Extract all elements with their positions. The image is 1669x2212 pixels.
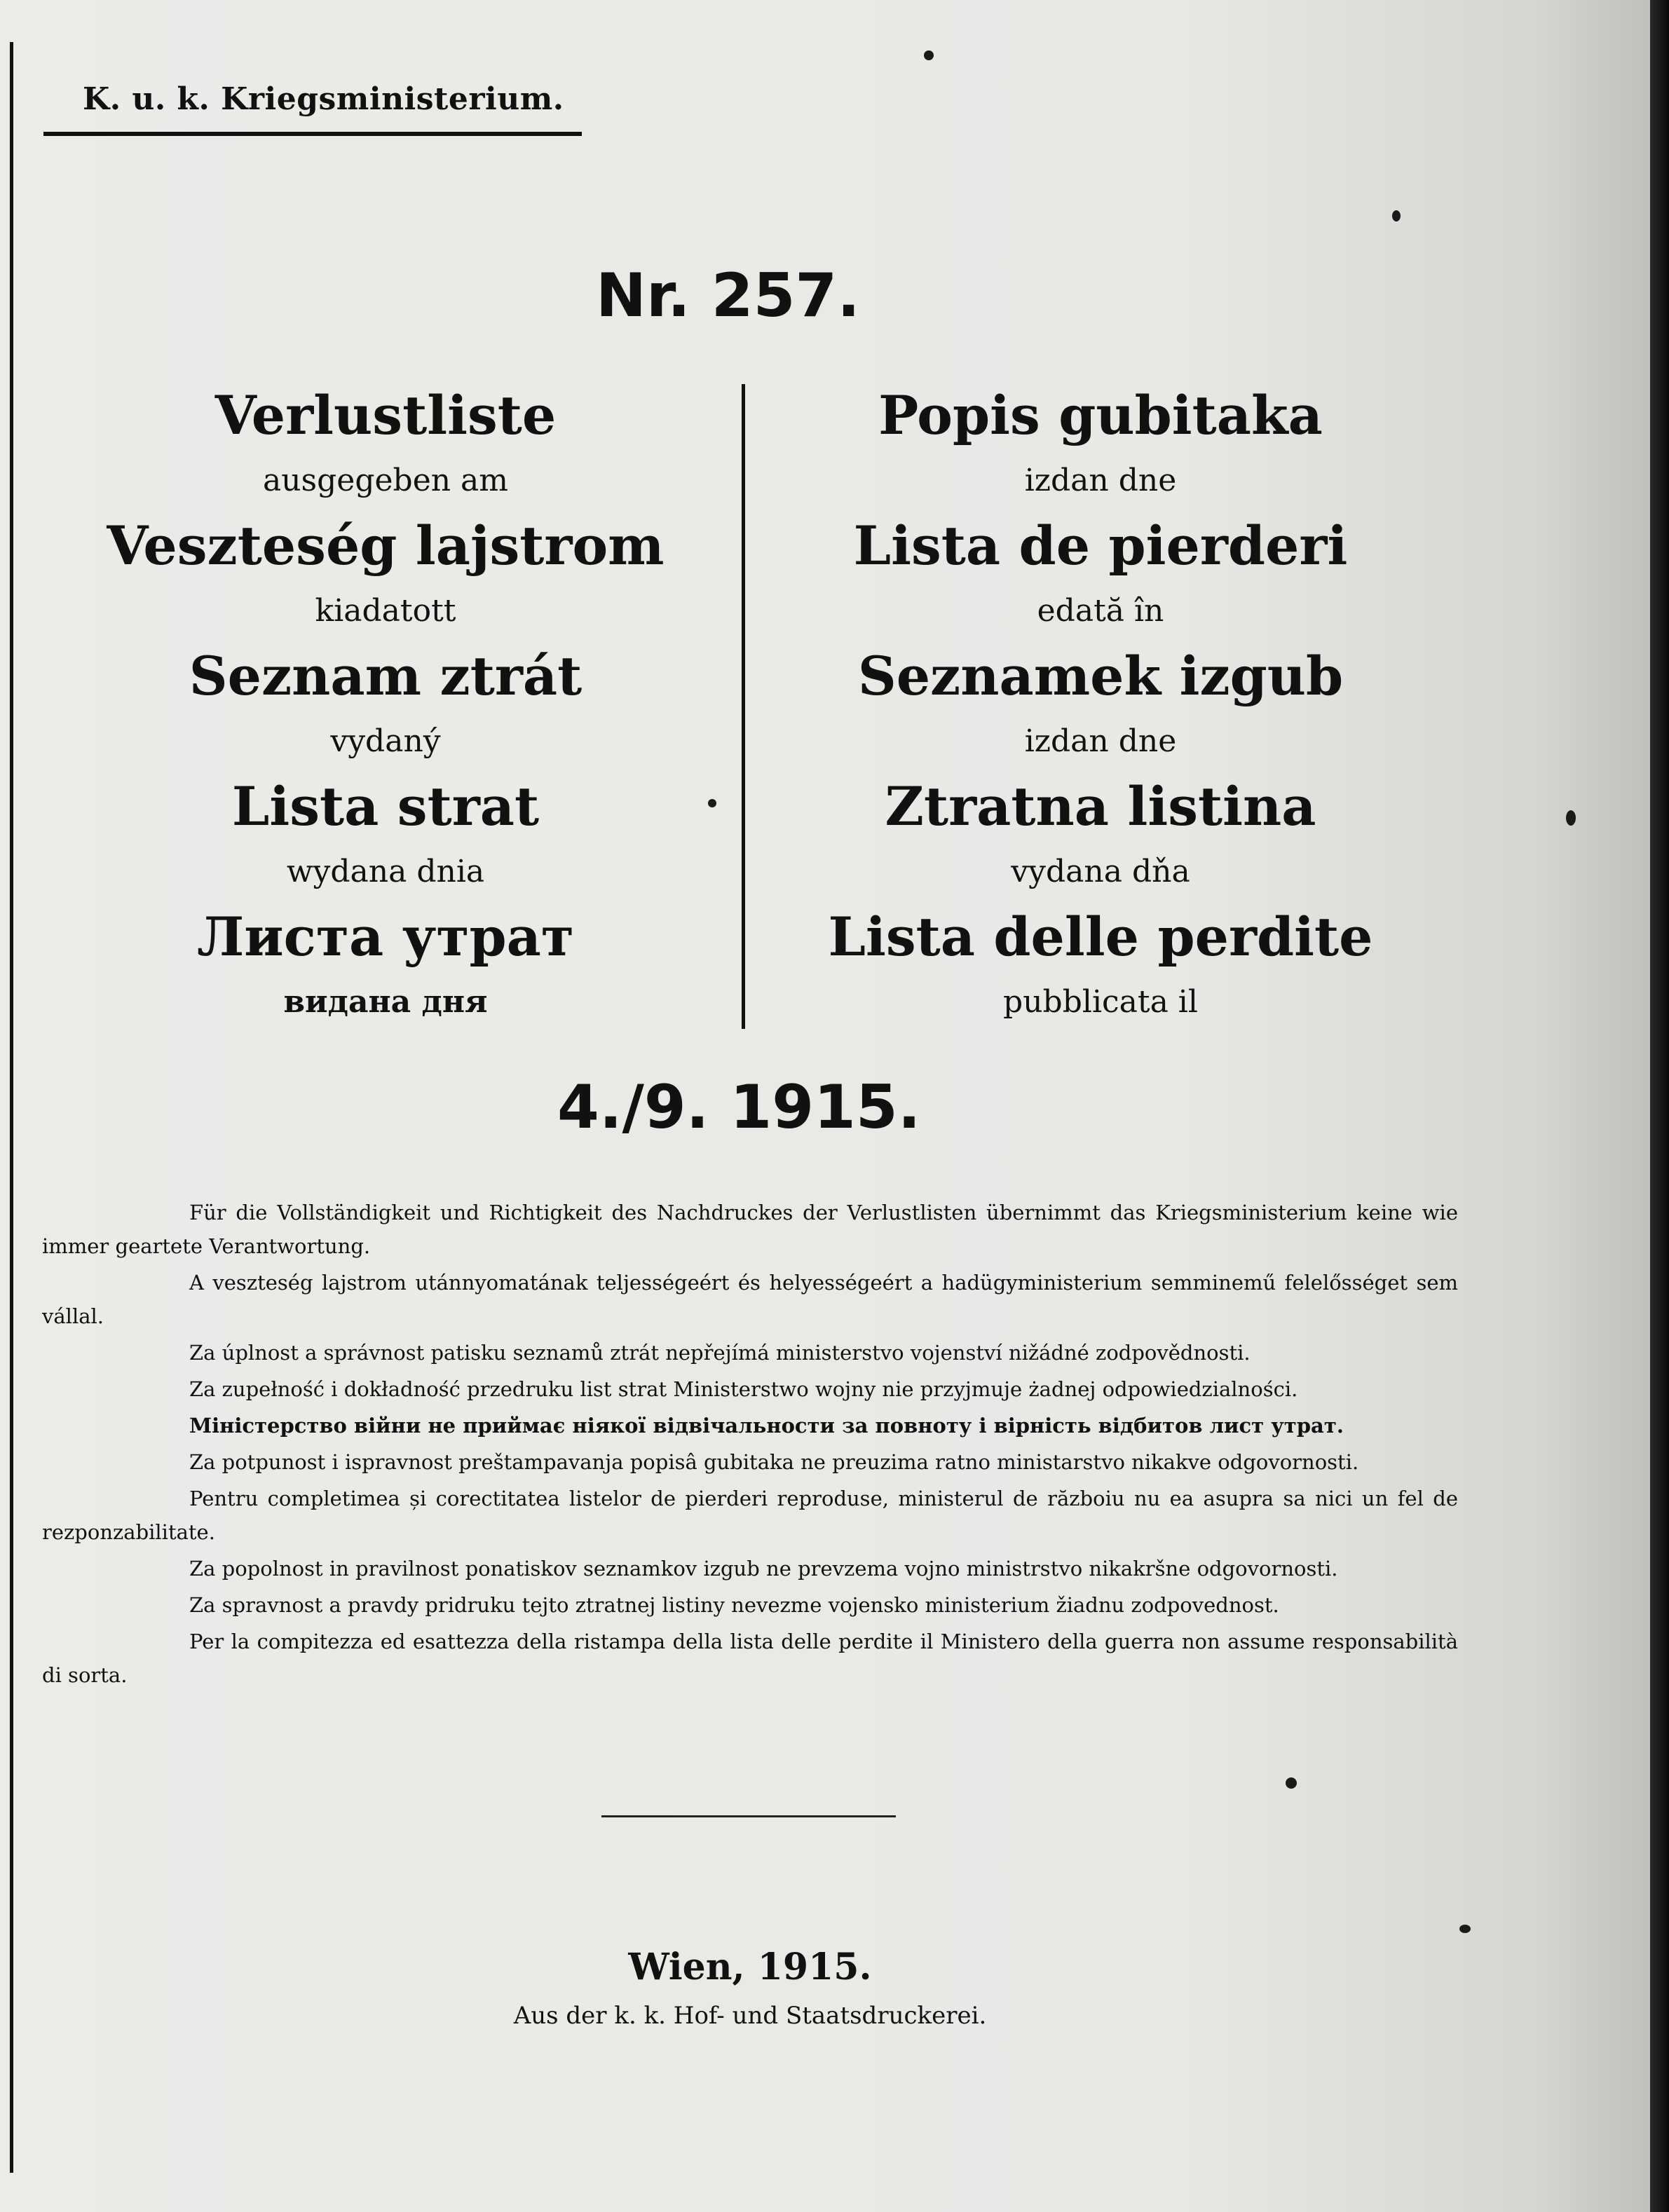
- title-romanian: Lista de pierderi: [853, 514, 1348, 577]
- subtitle-romanian: edată în: [1037, 593, 1164, 629]
- subtitle-german: ausgegeben am: [262, 463, 509, 498]
- column-divider: [742, 384, 745, 1029]
- subtitle-slovak: vydana dňa: [1011, 854, 1190, 889]
- title-slovak: Ztratna listina: [885, 775, 1316, 838]
- scan-speck: [1566, 810, 1576, 826]
- subtitle-ukrainian: видана дня: [283, 984, 488, 1020]
- ministry-header: K. u. k. Kriegsministerium.: [83, 81, 564, 117]
- subtitle-croatian: izdan dne: [1024, 463, 1177, 498]
- disclaimer-romanian: Pentru completimea și corectitatea listelor de pierderi reproduse, ministerul de războiu nu ea asupra sa nici un fel de rezponzabilitate.: [42, 1487, 1458, 1544]
- subtitle-slovenian: izdan dne: [1024, 723, 1177, 759]
- subtitle-polish: wydana dnia: [286, 854, 485, 889]
- scan-speck: [1459, 1925, 1471, 1933]
- title-polish: Lista strat: [231, 775, 540, 838]
- title-croatian: Popis gubitaka: [878, 384, 1323, 446]
- subtitle-czech: vydaný: [330, 723, 441, 759]
- disclaimer-slovenian: Za popolnost in pravilnost ponatiskov seznamkov izgub ne prevzema vojno ministrstvo nikakršne odgovornosti.: [189, 1557, 1338, 1581]
- subtitle-italian: pubblicata il: [1003, 984, 1198, 1020]
- title-german: Verlustliste: [214, 384, 557, 446]
- disclaimer-italian: Per la compitezza ed esattezza della ristampa della lista delle perdite il Ministero della guerra non assume responsabilità di sorta.: [42, 1630, 1458, 1687]
- right-title-column: [771, 378, 1430, 1030]
- disclaimer-czech: Za úplnost a správnost patisku seznamů ztrát nepřejímá ministerstvo vojenství nižádné zodpovědnosti.: [189, 1341, 1251, 1365]
- disclaimer-polish: Za zupełność i dokładność przedruku list strat Ministerstwo wojny nie przyjmuje żadnej odpowiedzialności.: [189, 1377, 1298, 1401]
- title-hungarian: Veszteség lajstrom: [107, 514, 665, 577]
- issue-date: 4./9. 1915.: [557, 1072, 921, 1142]
- disclaimer-slovak: Za spravnost a pravdy pridruku tejto ztratnej listiny nevezme vojensko ministerium žiadnu zodpovednost.: [189, 1593, 1279, 1617]
- disclaimer-croatian: Za potpunost i ispravnost preštampavanja popisâ gubitaka ne preuzima ratno ministarstvo nikakve odgovornosti.: [189, 1450, 1359, 1474]
- subtitle-hungarian: kiadatott: [315, 593, 456, 629]
- footer-printer: Aus der k. k. Hof- und Staatsdruckerei.: [513, 2002, 987, 2030]
- scan-speck: [1392, 210, 1401, 221]
- title-italian: Lista delle perdite: [828, 906, 1373, 968]
- scan-speck: [708, 799, 716, 807]
- issue-number: Nr. 257.: [596, 261, 860, 331]
- disclaimer-german: Für die Vollständigkeit und Richtigkeit des Nachdruckes der Verlustlisten übernimmt das Kriegsministerium keine wie immer geartete Verantwortung.: [42, 1201, 1458, 1258]
- left-title-column: [56, 378, 715, 1030]
- scan-speck: [1286, 1777, 1297, 1789]
- right-scan-edge: [1650, 0, 1669, 2212]
- disclaimer-block: [42, 1196, 1458, 1695]
- title-ukrainian: Листа утрат: [197, 906, 574, 968]
- footer-rule: [601, 1815, 896, 1817]
- header-underline: [43, 132, 582, 136]
- left-scan-edge: [10, 42, 13, 2173]
- footer-city-year: Wien, 1915.: [628, 1946, 872, 1988]
- scan-speck: [924, 50, 934, 60]
- disclaimer-hungarian: A veszteség lajstrom utánnyomatának teljességeért és helyességeért a hadügyministerium semminemű felelősséget sem vállal.: [42, 1271, 1458, 1328]
- title-slovenian: Seznamek izgub: [857, 645, 1344, 707]
- title-czech: Seznam ztrát: [189, 645, 583, 707]
- disclaimer-ukrainian: Міністерство війни не приймає ніякої відвічальности за повноту і вірність відбитов лист утрат.: [189, 1414, 1344, 1438]
